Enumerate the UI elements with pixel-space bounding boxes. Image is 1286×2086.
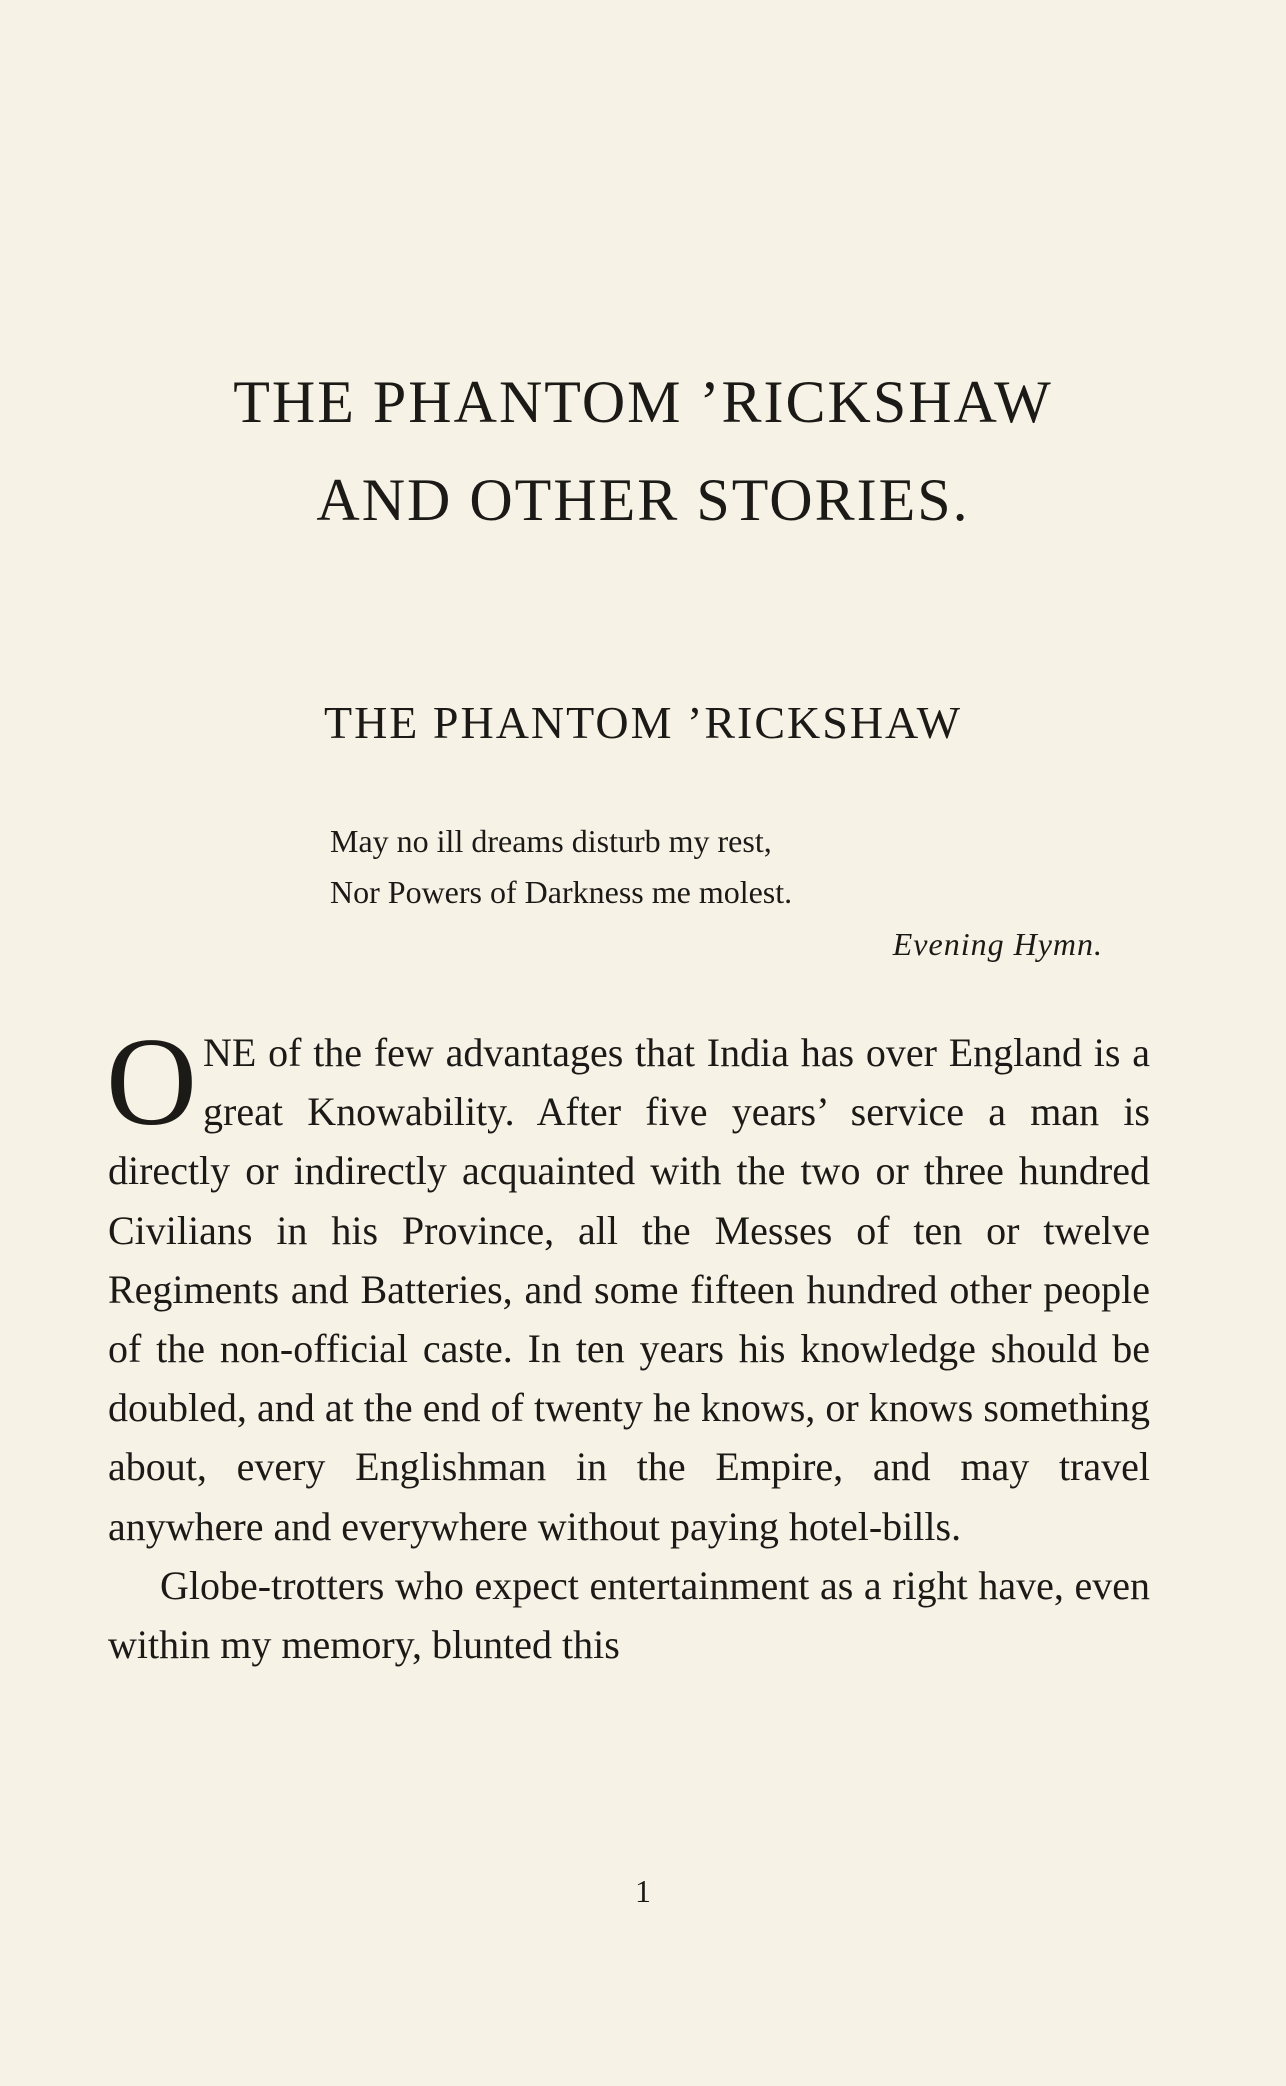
paragraph-1 xyxy=(106,1013,1150,1556)
drop-cap: O xyxy=(106,1013,197,1152)
page-number: 1 xyxy=(635,1873,651,1909)
paragraph-2: Globe-trotters who expect entertainment as a right have, even within my memory, blunted this xyxy=(108,1562,1150,1668)
epigraph-line-1: May no ill dreams disturb my rest, xyxy=(330,823,772,859)
story-title: THE PHANTOM ’RICKSHAW xyxy=(323,697,963,748)
epigraph-source: Evening Hymn. xyxy=(892,926,1103,962)
book-title-line-1: THE PHANTOM ’RICKSHAW xyxy=(233,369,1053,435)
paragraph-1-text: NE of the few advantages that India has over England is a great Knowability. After five years’ service a man is directly or indirectly acquainted with the two or three hundred Civilians in his Province, all the Messes of ten or twelve Regiments and Batteries, and some fifteen hundred other people of the non-official caste. In ten years his knowledge should be doubled, and at the end of twenty he knows, or knows something about, every Englishman in the Empire, and may travel anywhere and everywhere without paying hotel-bills. xyxy=(108,1030,1150,1549)
book-title-line-2: AND OTHER STORIES. xyxy=(316,467,970,533)
epigraph-line-2: Nor Powers of Darkness me molest. xyxy=(330,874,793,910)
story-body xyxy=(106,1013,1150,1674)
